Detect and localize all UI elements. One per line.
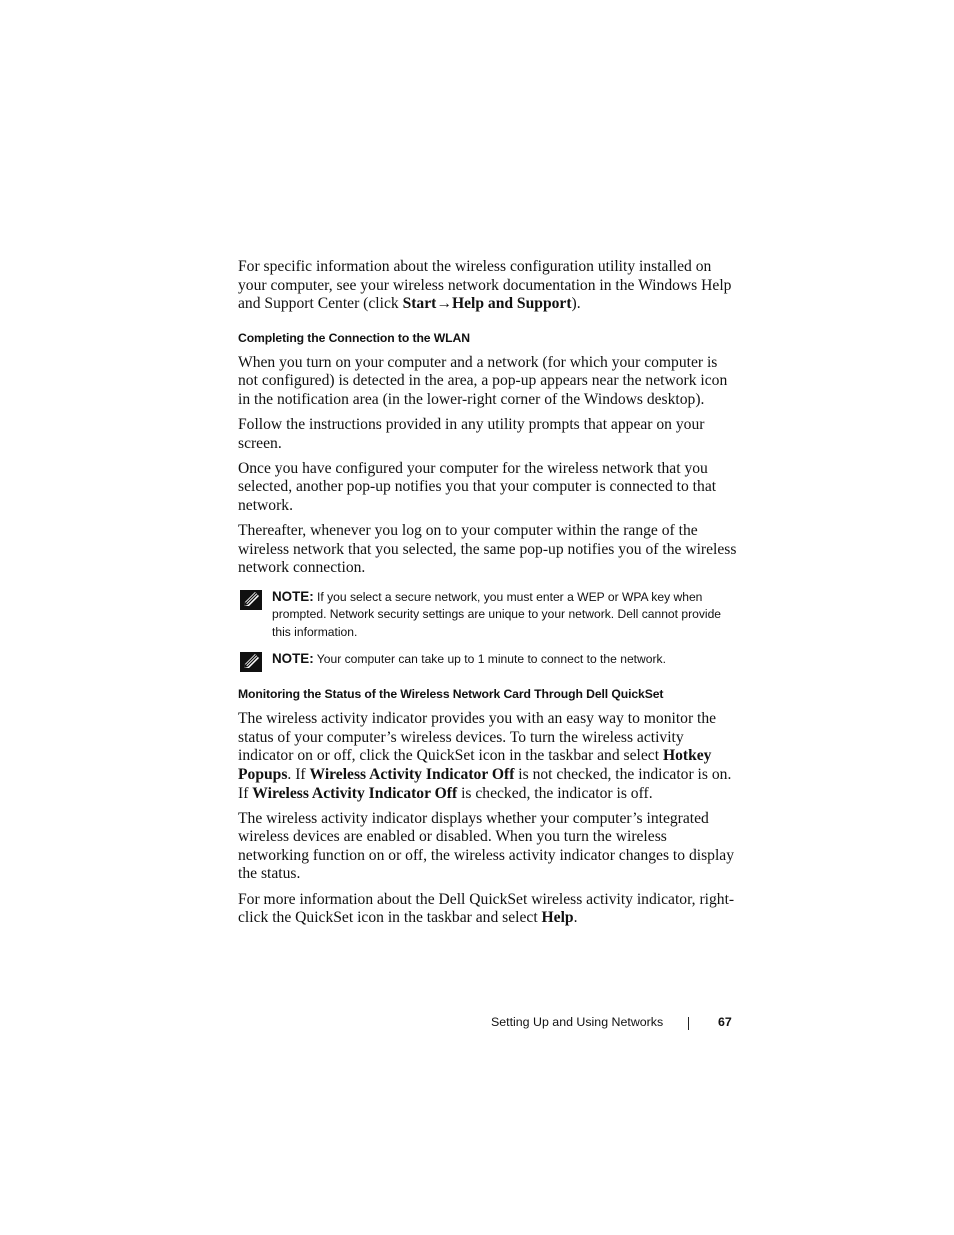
text-run: is not checked, the indicator is on. If <box>238 765 732 802</box>
text-run: . If <box>287 765 310 783</box>
body-paragraph: Once you have configured your computer for the wireless network that you selected, another pop-up notifies you that your computer is connected to that network. <box>238 459 717 514</box>
body-paragraph <box>238 710 738 803</box>
start-label: Start <box>402 295 437 313</box>
body-paragraph: Follow the instructions provided in any utility prompts that appear on your screen. <box>238 416 705 452</box>
text-run: is checked, the indicator is off. <box>457 784 653 802</box>
body-paragraph: When you turn on your computer and a network (for which your computer is not configured) is detected in the area, a pop-up appears near the network icon in the notification area (in the lower-right corner of the Windows desktop). <box>238 353 728 408</box>
note-text: If you select a secure network, you must enter a WEP or WPA key when prompted. Network security settings are unique to your network. Dell cannot provide this information. <box>272 589 722 639</box>
text-run: . <box>573 909 578 927</box>
indicator-off-label: Wireless Activity Indicator Off <box>309 765 515 783</box>
intro-text: For specific information about the wireless configuration utility installed on your computer, see your wireless network documentation in the Windows Help and Support Center (click <box>238 258 732 313</box>
indicator-off-label: Wireless Activity Indicator Off <box>252 784 458 802</box>
note-pencil-icon <box>240 590 262 610</box>
body-paragraph <box>238 891 738 928</box>
page-content <box>238 258 738 934</box>
body-paragraph: The wireless activity indicator displays whether your computer’s integrated wireless devices are enabled or disabled. When you turn the wireless networking function on or off, the wireless activity indicator changes to display the status. <box>238 809 734 883</box>
help-support-label: Help and Support <box>451 295 572 313</box>
note-secure-network <box>238 588 738 642</box>
body-paragraph: Thereafter, whenever you log on to your computer within the range of the wireless network that you selected, the same pop-up notifies you of the wireless network connection. <box>238 522 737 577</box>
hotkey-popups-label: Hotkey Popups <box>238 747 712 783</box>
note-pencil-icon <box>240 652 262 672</box>
footer-section-title: Setting Up and Using Networks <box>491 1015 664 1029</box>
note-text: Your computer can take up to 1 minute to connect to the network. <box>313 651 666 666</box>
text-run: The wireless activity indicator provides you with an easy way to monitor the status of your computer’s wireless devices. To turn the wireless activity indicator on or off, click the QuickSet icon in the taskbar and select <box>238 710 717 765</box>
page-number: 67 <box>718 1015 732 1029</box>
note-label: NOTE: <box>272 650 314 666</box>
text-run: For more information about the Dell QuickSet wireless activity indicator, right-click the QuickSet icon in the taskbar and select <box>238 890 735 927</box>
section-heading-monitoring: Monitoring the Status of the Wireless Network Card Through Dell QuickSet <box>238 687 664 702</box>
intro-closing: ). <box>571 295 581 313</box>
section-heading-wlan: Completing the Connection to the WLAN <box>238 330 470 345</box>
footer-divider <box>688 1017 689 1030</box>
note-label: NOTE: <box>272 588 314 604</box>
help-label: Help <box>541 909 574 927</box>
intro-paragraph <box>238 258 738 314</box>
arrow-glyph: → <box>436 295 452 313</box>
note-connect-time <box>238 650 738 669</box>
